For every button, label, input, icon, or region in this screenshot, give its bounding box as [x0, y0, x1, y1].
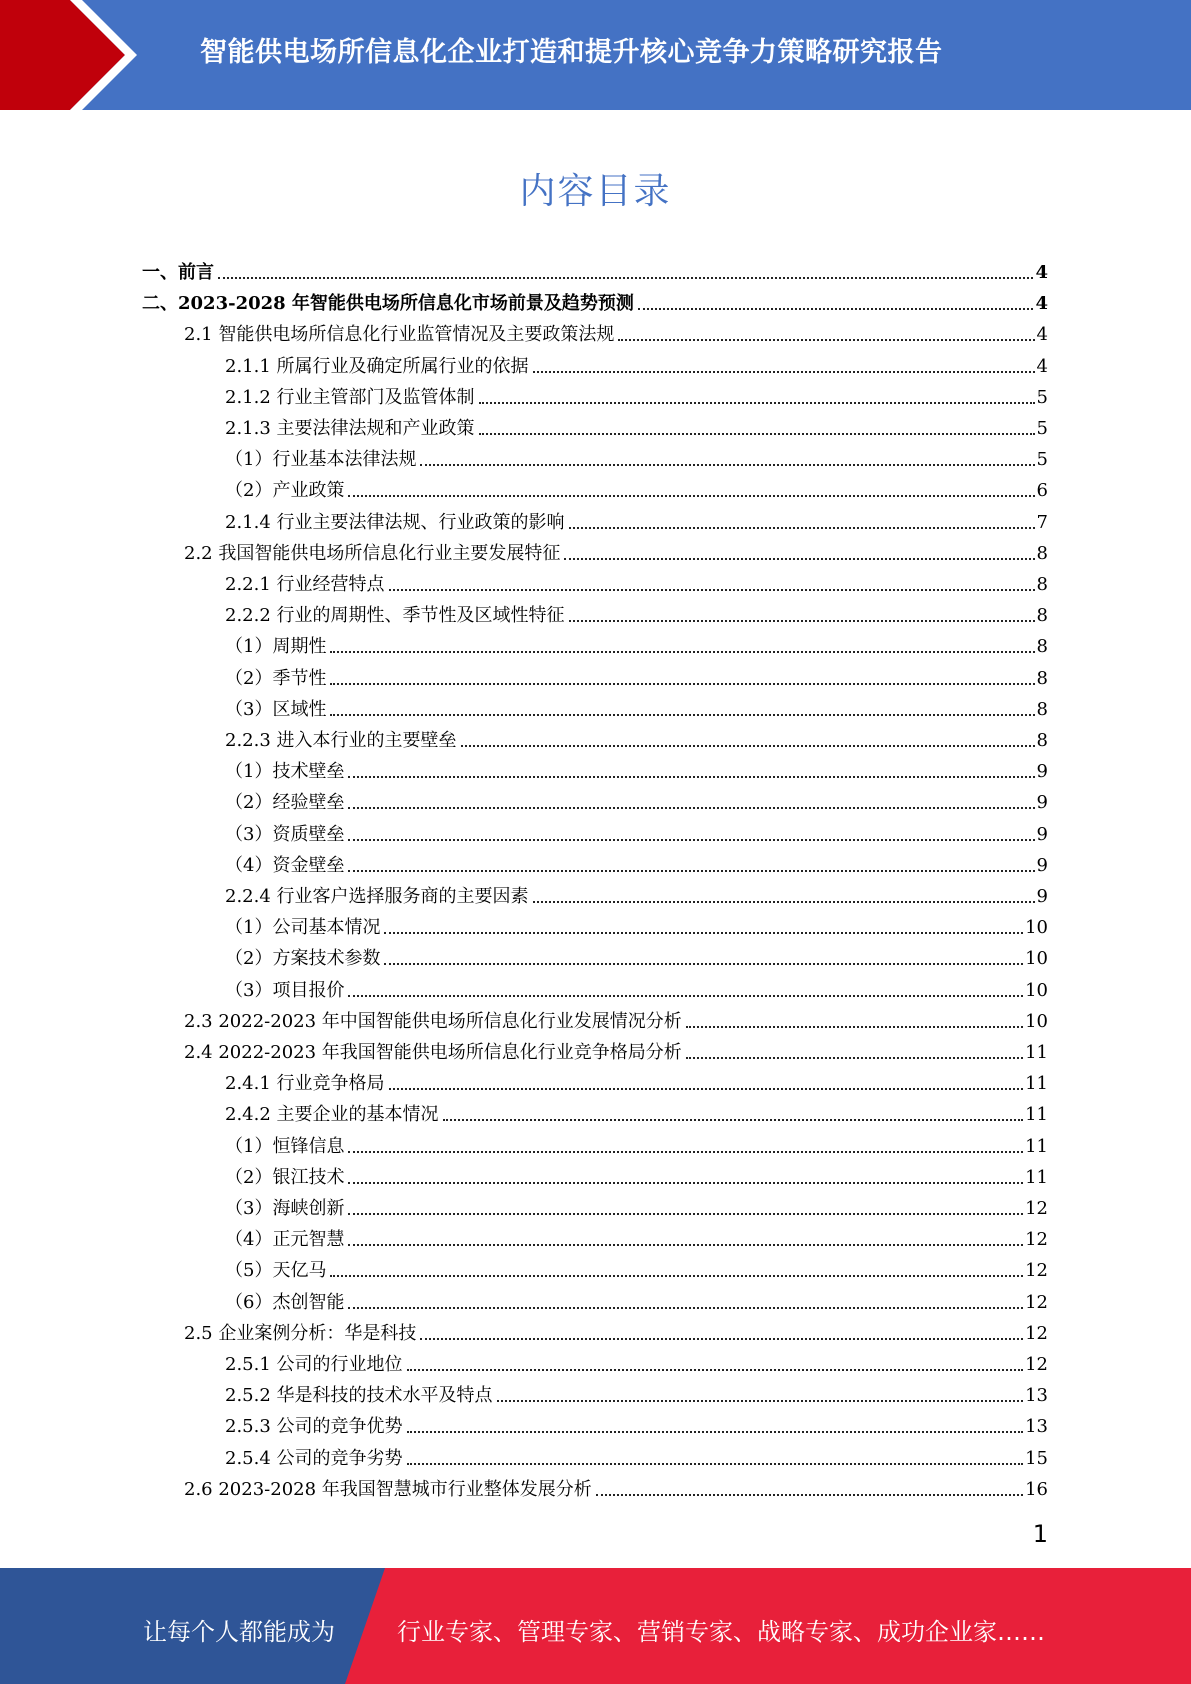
toc-entry-page: 8 — [1036, 730, 1048, 751]
toc-entry[interactable] — [225, 877, 1048, 908]
toc-entry[interactable] — [184, 1314, 1048, 1345]
toc-entry[interactable] — [225, 752, 1048, 783]
toc-entry[interactable] — [225, 1345, 1048, 1376]
header-arrow-logo — [0, 0, 150, 110]
toc-entry[interactable] — [184, 1002, 1048, 1033]
toc-entry-title: 2.4 2022-2023 年我国智能供电场所信息化行业竞争格局分析 — [184, 1042, 682, 1063]
toc-entry[interactable] — [225, 1220, 1048, 1251]
footer-slogan-left: 让每个人都能成为 — [143, 1618, 335, 1646]
toc-dot-leader — [569, 620, 1035, 622]
toc-entry-page: 4 — [1035, 262, 1048, 283]
toc-entry-title: 2.5.3 公司的竞争优势 — [225, 1416, 403, 1437]
toc-dot-leader — [407, 1463, 1024, 1465]
toc-entry-page: 13 — [1025, 1385, 1048, 1406]
toc-entry-page: 9 — [1036, 792, 1048, 813]
toc-entry[interactable] — [225, 378, 1048, 409]
toc-entry-page: 10 — [1025, 917, 1048, 938]
toc-entry[interactable] — [225, 971, 1048, 1002]
toc-entry-page: 12 — [1025, 1260, 1048, 1281]
toc-entry-page: 4 — [1036, 324, 1048, 345]
toc-entry[interactable] — [184, 534, 1048, 565]
toc-dot-leader — [420, 1338, 1023, 1340]
toc-entry-title: （4）正元智慧 — [225, 1229, 345, 1250]
toc-dot-leader — [348, 1151, 1023, 1153]
toc-entry-page: 5 — [1036, 449, 1048, 470]
toc-dot-leader — [330, 651, 1034, 653]
toc-entry-title: 2.1.2 行业主管部门及监管体制 — [225, 387, 475, 408]
toc-entry[interactable] — [225, 1407, 1048, 1438]
toc-entry-title: 2.1 智能供电场所信息化行业监管情况及主要政策法规 — [184, 324, 615, 345]
toc-dot-leader — [348, 1307, 1023, 1309]
toc-entry-page: 12 — [1025, 1292, 1048, 1313]
toc-entry-page: 11 — [1025, 1042, 1048, 1063]
toc-dot-leader — [348, 839, 1034, 841]
toc-entry-title: 2.5 企业案例分析：华是科技 — [184, 1323, 417, 1344]
toc-entry-title: 2.5.1 公司的行业地位 — [225, 1354, 403, 1375]
toc-dot-leader — [564, 558, 1034, 560]
toc-dot-leader — [218, 277, 1033, 279]
toc-entry-title: （2）产业政策 — [225, 480, 345, 501]
toc-dot-leader — [384, 932, 1023, 934]
toc-entry[interactable] — [225, 1376, 1048, 1407]
toc-entry[interactable] — [225, 1251, 1048, 1282]
toc-entry-title: 2.1.3 主要法律法规和产业政策 — [225, 418, 475, 439]
toc-entry-title: 2.5.2 华是科技的技术水平及特点 — [225, 1385, 493, 1406]
toc-dot-leader — [618, 339, 1034, 341]
toc-entry-title: 2.2.3 进入本行业的主要壁垒 — [225, 730, 457, 751]
toc-entry-page: 9 — [1036, 824, 1048, 845]
toc-entry-page: 4 — [1036, 356, 1048, 377]
toc-entry-title: （1）公司基本情况 — [225, 917, 381, 938]
toc-entry-page: 7 — [1036, 512, 1048, 533]
toc-entry-title: （3）资质壁垒 — [225, 824, 345, 845]
toc-entry-title: 2.2.1 行业经营特点 — [225, 574, 385, 595]
toc-entry-title: （1）技术壁垒 — [225, 761, 345, 782]
toc-entry-page: 16 — [1025, 1479, 1048, 1500]
toc-entry-page: 13 — [1025, 1416, 1048, 1437]
toc-entry-page: 8 — [1036, 699, 1048, 720]
toc-entry-title: （3）海峡创新 — [225, 1198, 345, 1219]
toc-entry[interactable] — [225, 347, 1048, 378]
toc-entry-title: （2）季节性 — [225, 668, 327, 689]
toc-entry[interactable] — [225, 815, 1048, 846]
toc-entry-title: 2.6 2023-2028 年我国智慧城市行业整体发展分析 — [184, 1479, 592, 1500]
toc-entry[interactable] — [225, 659, 1048, 690]
toc-entry-title: （6）杰创智能 — [225, 1292, 345, 1313]
toc-entry[interactable] — [142, 253, 1048, 284]
toc-entry-page: 9 — [1036, 761, 1048, 782]
toc-entry-title: 2.2.4 行业客户选择服务商的主要因素 — [225, 886, 529, 907]
toc-entry-page: 12 — [1025, 1354, 1048, 1375]
toc-entry-title: （1）周期性 — [225, 636, 327, 657]
toc-entry-page: 10 — [1025, 948, 1048, 969]
toc-entry-page: 9 — [1036, 886, 1048, 907]
toc-dot-leader — [384, 963, 1023, 965]
toc-entry[interactable] — [225, 1439, 1048, 1470]
toc-entry-title: （2）方案技术参数 — [225, 948, 381, 969]
toc-entry-page: 11 — [1025, 1136, 1048, 1157]
toc-dot-leader — [330, 714, 1034, 716]
toc-entry-page: 8 — [1036, 668, 1048, 689]
toc-entry-page: 10 — [1025, 980, 1048, 1001]
toc-entry-title: （1）行业基本法律法规 — [225, 449, 417, 470]
toc-dot-leader — [479, 402, 1035, 404]
toc-entry-title: 2.4.1 行业竞争格局 — [225, 1073, 385, 1094]
toc-entry-title: （3）项目报价 — [225, 980, 345, 1001]
toc-dot-leader — [443, 1119, 1024, 1121]
toc-dot-leader — [596, 1494, 1023, 1496]
toc-dot-leader — [348, 807, 1034, 809]
toc-entry-title: 一、前言 — [142, 262, 214, 283]
page-number: 1 — [1032, 1520, 1048, 1548]
toc-entry-title: 二、2023-2028 年智能供电场所信息化市场前景及趋势预测 — [142, 293, 634, 314]
toc-entry[interactable] — [225, 596, 1048, 627]
toc-entry[interactable] — [225, 627, 1048, 658]
toc-entry-page: 12 — [1025, 1323, 1048, 1344]
toc-entry-title: （1）恒锋信息 — [225, 1136, 345, 1157]
toc-entry[interactable] — [225, 409, 1048, 440]
toc-dot-leader — [407, 1369, 1024, 1371]
toc-entry[interactable] — [225, 1095, 1048, 1126]
toc-entry[interactable] — [184, 315, 1048, 346]
toc-dot-leader — [569, 527, 1035, 529]
report-title: 智能供电场所信息化企业打造和提升核心竞争力策略研究报告 — [200, 37, 943, 68]
footer-slogan-right: 行业专家、管理专家、营销专家、战略专家、成功企业家…… — [397, 1618, 1045, 1646]
toc-entry-title: 2.1.4 行业主要法律法规、行业政策的影响 — [225, 512, 565, 533]
toc-dot-leader — [330, 1275, 1023, 1277]
toc-entry[interactable] — [225, 1127, 1048, 1158]
toc-dot-leader — [407, 1431, 1024, 1433]
page-header — [0, 0, 1191, 110]
toc-entry-page: 15 — [1025, 1448, 1048, 1469]
toc-dot-leader — [461, 745, 1035, 747]
toc-entry-title: 2.3 2022-2023 年中国智能供电场所信息化行业发展情况分析 — [184, 1011, 682, 1032]
toc-dot-leader — [348, 1244, 1023, 1246]
toc-entry-page: 8 — [1036, 574, 1048, 595]
toc-entry-page: 12 — [1025, 1229, 1048, 1250]
toc-dot-leader — [686, 1057, 1023, 1059]
toc-dot-leader — [533, 371, 1035, 373]
toc-entry-title: （2）银江技术 — [225, 1167, 345, 1188]
toc-entry-page: 6 — [1036, 480, 1048, 501]
toc-dot-leader — [533, 901, 1035, 903]
toc-dot-leader — [348, 1182, 1023, 1184]
toc-entry[interactable] — [225, 908, 1048, 939]
toc-entry-page: 11 — [1025, 1073, 1048, 1094]
toc-dot-leader — [348, 495, 1034, 497]
toc-entry[interactable] — [225, 1158, 1048, 1189]
toc-entry-page: 8 — [1036, 605, 1048, 626]
toc-entry[interactable] — [225, 565, 1048, 596]
toc-dot-leader — [348, 776, 1034, 778]
toc-entry[interactable] — [225, 1283, 1048, 1314]
toc-entry[interactable] — [225, 846, 1048, 877]
toc-heading: 内容目录 — [519, 171, 672, 212]
toc-dot-leader — [420, 464, 1034, 466]
toc-entry[interactable] — [225, 440, 1048, 471]
toc-entry[interactable] — [184, 1033, 1048, 1064]
toc-entry-page: 10 — [1025, 1011, 1048, 1032]
toc-entry[interactable] — [142, 284, 1048, 315]
toc-entry-title: （2）经验壁垒 — [225, 792, 345, 813]
toc-entry[interactable] — [225, 721, 1048, 752]
page-footer — [0, 1568, 1191, 1684]
toc-dot-leader — [348, 995, 1023, 997]
toc-dot-leader — [389, 1088, 1024, 1090]
toc-entry[interactable] — [225, 471, 1048, 502]
toc-entry[interactable] — [225, 939, 1048, 970]
toc-entry-page: 5 — [1036, 387, 1048, 408]
toc-entry-title: 2.1.1 所属行业及确定所属行业的依据 — [225, 356, 529, 377]
toc-entry[interactable] — [225, 1064, 1048, 1095]
toc-dot-leader — [348, 1213, 1023, 1215]
toc-entry[interactable] — [184, 1470, 1048, 1501]
toc-entry-page: 4 — [1035, 293, 1048, 314]
toc-entry[interactable] — [225, 1189, 1048, 1220]
toc-entry-title: 2.5.4 公司的竞争劣势 — [225, 1448, 403, 1469]
toc-entry[interactable] — [225, 690, 1048, 721]
toc-dot-leader — [686, 1026, 1023, 1028]
toc-dot-leader — [497, 1400, 1024, 1402]
toc-entry-title: 2.4.2 主要企业的基本情况 — [225, 1104, 439, 1125]
toc-entry-page: 8 — [1036, 636, 1048, 657]
toc-entry-title: （3）区域性 — [225, 699, 327, 720]
toc-dot-leader — [479, 433, 1035, 435]
toc-entry[interactable] — [225, 783, 1048, 814]
toc-entry-page: 8 — [1036, 543, 1048, 564]
toc-dot-leader — [638, 308, 1034, 310]
toc-dot-leader — [389, 589, 1035, 591]
toc-dot-leader — [330, 683, 1034, 685]
toc-entry-title: （4）资金壁垒 — [225, 855, 345, 876]
toc-entry-page: 9 — [1036, 855, 1048, 876]
toc-entry-title: 2.2 我国智能供电场所信息化行业主要发展特征 — [184, 543, 561, 564]
toc-entry-page: 12 — [1025, 1198, 1048, 1219]
toc-entry-title: （5）天亿马 — [225, 1260, 327, 1281]
toc-entry-page: 11 — [1025, 1167, 1048, 1188]
toc-dot-leader — [348, 870, 1034, 872]
toc-entry-title: 2.2.2 行业的周期性、季节性及区域性特征 — [225, 605, 565, 626]
toc-entry[interactable] — [225, 503, 1048, 534]
toc-entry-page: 11 — [1025, 1104, 1048, 1125]
toc-entry-page: 5 — [1036, 418, 1048, 439]
